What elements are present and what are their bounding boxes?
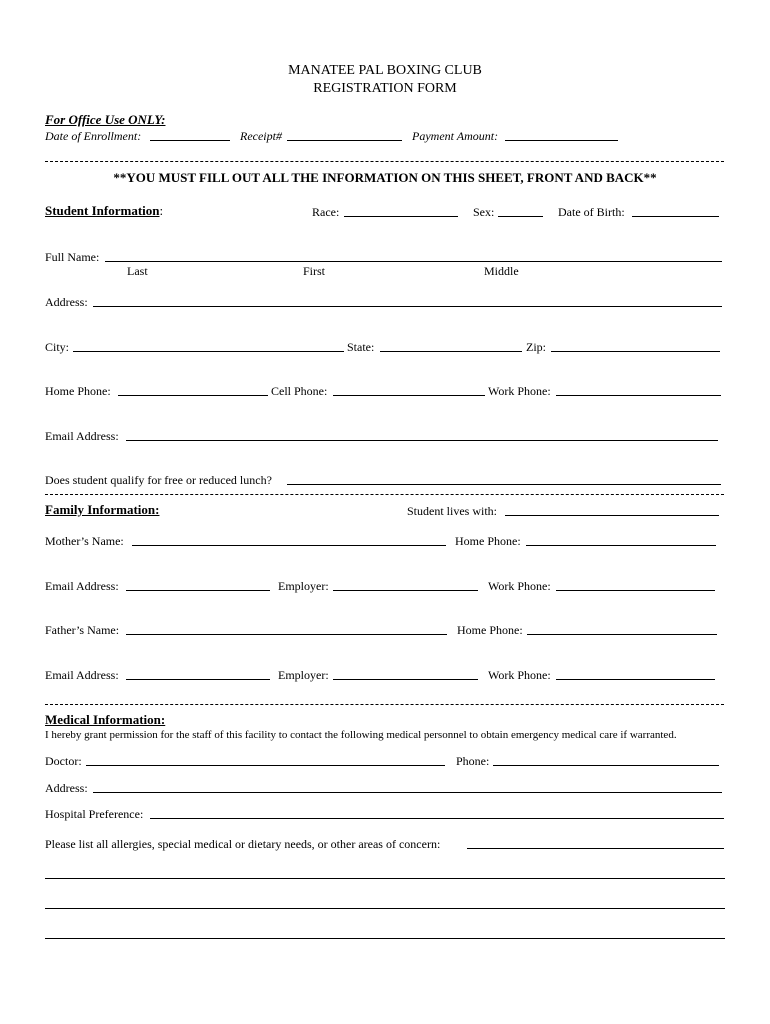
home-phone-label: Home Phone: <box>45 384 111 398</box>
receipt-label: Receipt# <box>240 129 282 143</box>
address-field[interactable] <box>93 306 722 307</box>
sex-label: Sex: <box>473 205 495 219</box>
dob-label: Date of Birth: <box>558 205 625 219</box>
father-employer-field[interactable] <box>333 679 478 680</box>
work-phone-field[interactable] <box>556 395 721 396</box>
hospital-preference-label: Hospital Preference: <box>45 807 144 821</box>
divider <box>45 704 724 705</box>
payment-amount-field[interactable] <box>505 140 618 141</box>
mother-name-label: Mother’s Name: <box>45 534 124 548</box>
mother-home-phone-label: Home Phone: <box>455 534 521 548</box>
state-label: State: <box>347 340 375 354</box>
middle-name-caption: Middle <box>484 264 519 278</box>
allergies-field-line[interactable] <box>45 878 725 879</box>
father-email-field[interactable] <box>126 679 270 680</box>
medical-address-label: Address: <box>45 781 88 795</box>
doctor-phone-field[interactable] <box>493 765 719 766</box>
dob-field[interactable] <box>632 216 719 217</box>
race-field[interactable] <box>344 216 458 217</box>
city-label: City: <box>45 340 70 354</box>
medical-info-heading: Medical Information: <box>45 712 166 727</box>
father-home-phone-label: Home Phone: <box>457 623 523 637</box>
receipt-field[interactable] <box>287 140 402 141</box>
enrollment-date-field[interactable] <box>150 140 230 141</box>
father-home-phone-field[interactable] <box>527 634 717 635</box>
city-field[interactable] <box>73 351 344 352</box>
payment-amount-label: Payment Amount: <box>412 129 499 143</box>
full-name-field[interactable] <box>105 261 722 262</box>
mother-work-phone-field[interactable] <box>556 590 715 591</box>
father-name-label: Father’s Name: <box>45 623 120 637</box>
state-field[interactable] <box>380 351 522 352</box>
doctor-phone-label: Phone: <box>456 754 490 768</box>
doctor-label: Doctor: <box>45 754 82 768</box>
lives-with-label: Student lives with: <box>407 504 497 518</box>
lunch-field[interactable] <box>287 484 721 485</box>
lives-with-field[interactable] <box>505 515 719 516</box>
divider <box>45 494 724 495</box>
race-label: Race: <box>312 205 340 219</box>
medical-address-field[interactable] <box>93 792 722 793</box>
lunch-question-label: Does student qualify for free or reduced lunch? <box>45 473 272 487</box>
home-phone-field[interactable] <box>118 395 268 396</box>
email-field[interactable] <box>126 440 718 441</box>
zip-label: Zip: <box>526 340 546 354</box>
enrollment-date-label: Date of Enrollment: <box>45 129 142 143</box>
doctor-field[interactable] <box>86 765 445 766</box>
mother-name-field[interactable] <box>132 545 446 546</box>
full-name-label: Full Name: <box>45 250 100 264</box>
father-employer-label: Employer: <box>278 668 329 682</box>
hospital-preference-field[interactable] <box>150 818 724 819</box>
divider <box>45 161 724 162</box>
allergies-field[interactable] <box>467 848 724 849</box>
allergies-label: Please list all allergies, special medical or dietary needs, or other areas of concern: <box>45 837 441 851</box>
cell-phone-field[interactable] <box>333 395 485 396</box>
cell-phone-label: Cell Phone: <box>271 384 328 398</box>
mother-email-field[interactable] <box>126 590 270 591</box>
mother-employer-label: Employer: <box>278 579 329 593</box>
instruction-banner: **YOU MUST FILL OUT ALL THE INFORMATION ON THIS SHEET, FRONT AND BACK** <box>113 170 657 185</box>
father-work-phone-label: Work Phone: <box>488 668 551 682</box>
allergies-field-line[interactable] <box>45 938 725 939</box>
last-name-caption: Last <box>127 264 148 278</box>
father-work-phone-field[interactable] <box>556 679 715 680</box>
office-use-heading: For Office Use ONLY: <box>45 112 166 127</box>
student-info-heading-wrap <box>45 204 163 218</box>
form-title: MANATEE PAL BOXING CLUB <box>288 63 482 78</box>
mother-home-phone-field[interactable] <box>526 545 716 546</box>
address-label: Address: <box>45 295 88 309</box>
mother-work-phone-label: Work Phone: <box>488 579 551 593</box>
first-name-caption: First <box>303 264 326 278</box>
family-info-heading: Family Information: <box>45 502 160 517</box>
student-info-heading: Student Information <box>45 203 160 218</box>
student-info-colon: : <box>159 203 164 218</box>
medical-permission-text: I hereby grant permission for the staff of this facility to contact the following medical personnel to obtain emergency medical care if warranted. <box>45 729 677 741</box>
form-subtitle: REGISTRATION FORM <box>313 81 457 96</box>
email-label: Email Address: <box>45 429 119 443</box>
father-name-field[interactable] <box>126 634 447 635</box>
allergies-field-line[interactable] <box>45 908 725 909</box>
father-email-label: Email Address: <box>45 668 119 682</box>
work-phone-label: Work Phone: <box>488 384 551 398</box>
mother-email-label: Email Address: <box>45 579 119 593</box>
sex-field[interactable] <box>498 216 543 217</box>
zip-field[interactable] <box>551 351 720 352</box>
mother-employer-field[interactable] <box>333 590 478 591</box>
